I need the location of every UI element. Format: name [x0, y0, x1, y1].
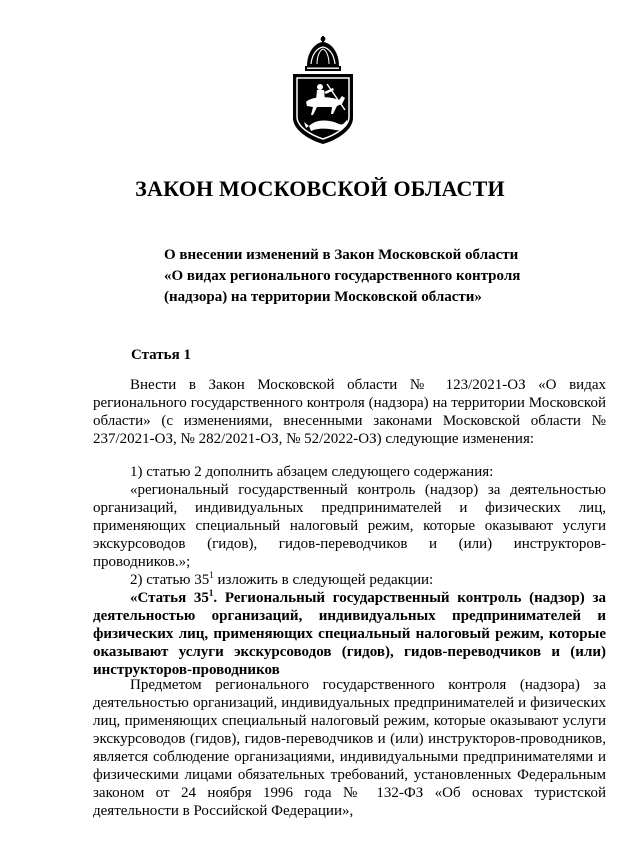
- art35-text: . Региональный государственный контроль (надзор) за деятельностью организаций, индивидуальных предпринимателей и физических лиц, применяющих специальный налоговый режим, которые оказывают услуги экскурсоводов (гидов), гидов-переводчиков и (или) инструкторов-проводников: [93, 590, 606, 678]
- superscript: 1: [208, 588, 214, 598]
- item2-lead: [93, 571, 606, 589]
- subtitle-line: «О видах регионального государственного контроля: [164, 268, 521, 284]
- document-subtitle: [164, 245, 544, 308]
- subtitle-line: О внесении изменений в Закон Московской области: [164, 247, 519, 263]
- subtitle-line: (надзора) на территории Московской области»: [164, 289, 482, 305]
- article-intro-block: [93, 376, 606, 448]
- document-title: ЗАКОН МОСКОВСКОЙ ОБЛАСТИ: [135, 176, 505, 201]
- art35-text: «Статья 35: [130, 590, 209, 606]
- item2-text: изложить в следующей редакции:: [213, 572, 434, 588]
- item2-text: 2) статью 35: [130, 572, 210, 588]
- article-heading: Статья 1: [131, 347, 191, 363]
- subject-paragraph: Предметом регионального государственного контроля (надзора) за деятельностью организаций, индивидуальных предпринимателей и физических лиц, применяющих специальный налоговый режим, которые оказывают услуги экскурсоводов (гидов), гидов-переводчиков и (или) инструкторов-проводников, является соблюдение организациями, индивидуальными предпринимателями и физическими лицами обязательных требований, установленных Федеральным законом от 24 ноября 1996 года № 132-ФЗ «Об основах туристской деятельности в Российской Федерации»,: [93, 677, 606, 819]
- item1-lead: 1) статью 2 дополнить абзацем следующего содержания:: [130, 464, 494, 480]
- item1-quote: «региональный государственный контроль (надзор) за деятельностью организаций, индивидуальных предпринимателей и физических лиц, применяющих специальный налоговый режим, которые оказывают услуги экскурсоводов (гидов), гидов-переводчиков и (или) инструкторов-проводников.»;: [93, 482, 606, 570]
- item1-block: [93, 463, 606, 679]
- superscript: 1: [209, 570, 214, 580]
- crown-icon: [305, 36, 341, 71]
- subject-block: [93, 676, 606, 820]
- coat-of-arms-emblem: [287, 36, 359, 146]
- article-intro: Внести в Закон Московской области № 123/2021-ОЗ «О видах регионального государственного контроля (надзора) на территории Московской области» (с изменениями, внесенными законами Московской области № 237/2021-ОЗ, № 282/2021-ОЗ, № 52/2022-ОЗ) следующие изменения:: [93, 377, 606, 447]
- article-35-1-heading: [93, 589, 606, 679]
